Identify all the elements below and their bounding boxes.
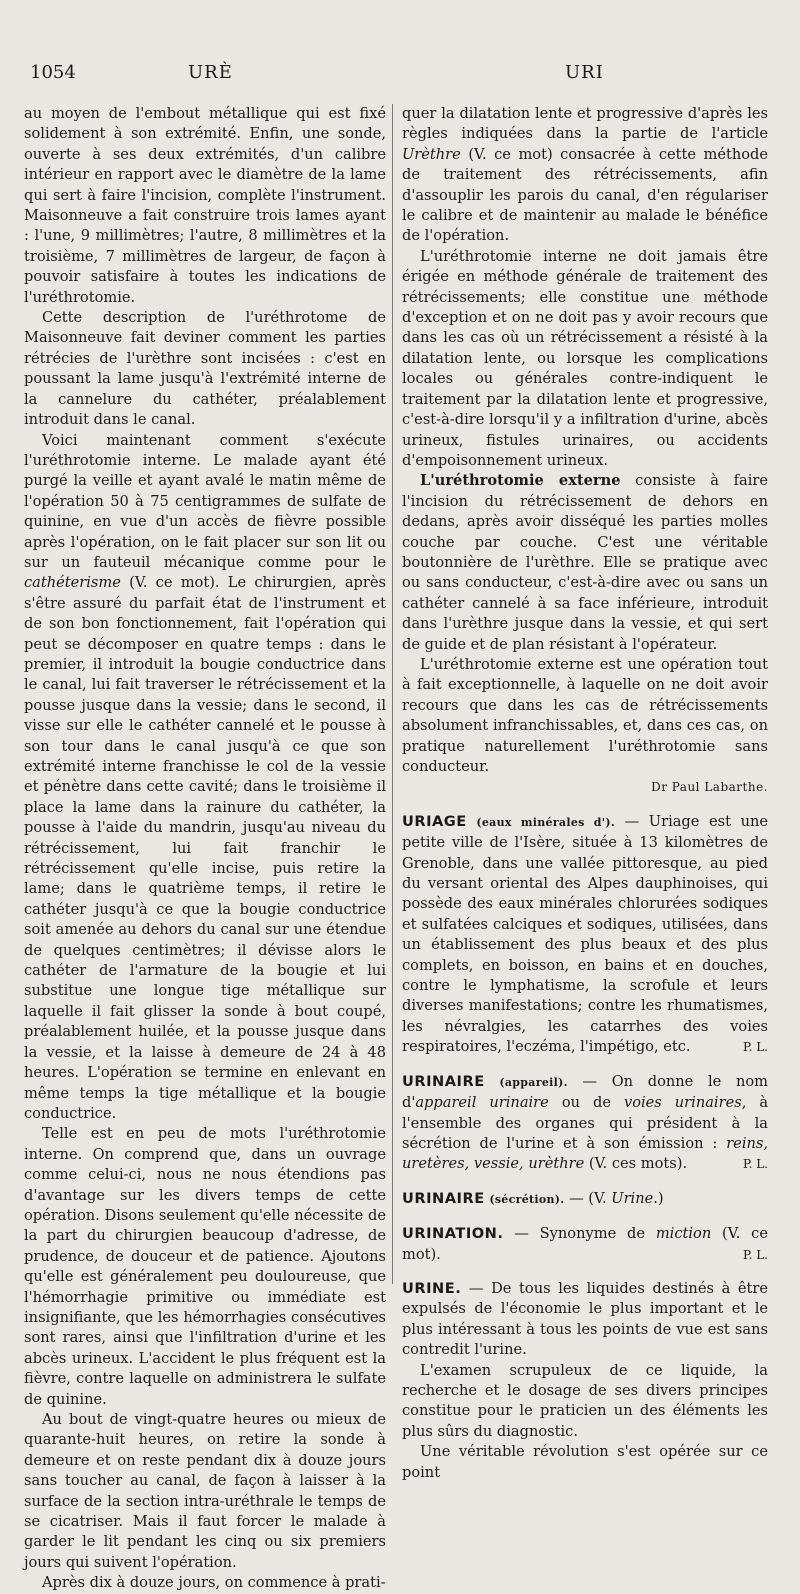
paragraph: Cette description de l'uréthrotome de Maisonneuve fait deviner comment les parties rétrécies de l'urèthre sont incisées : c'est en poussant la lame jusqu'à l'extrémité interne de la cannelure du cathéter, préalablement introduit dans le canal. bbox=[24, 309, 386, 429]
paragraph bbox=[402, 471, 768, 655]
text-run: (V. ce mot) consacrée à cette méthode de traitement des rétrécissements, afin d'assouplir les parois du canal, d'en régulariser le calibre et de maintenir au malade le bénéfice de l'opération. bbox=[402, 145, 769, 245]
running-head-left: URÈ bbox=[188, 62, 233, 83]
paragraph: L'examen scrupuleux de ce liquide, la recherche et le dosage de ses divers principes constitue pour le praticien un des éléments les plus sûrs du diagnostic. bbox=[402, 1361, 768, 1440]
entry-text: ou de bbox=[561, 1094, 611, 1112]
paragraph: au moyen de l'embout métallique qui est fixé solidement à son extrémité. Enfin, une sonde, ouverte à ses deux extrémités, d'un calibre intérieur en rapport avec le diamètre de la lame qui sert à faire l'incision, complète l'instrument. Maisonneuve a fait construire trois lames ayant : l'une, 9 millimètres; l'autre, 8 millimètres et la troisième, 7 millimètres de largeur, de façon à pouvoir satisfaire à toutes les indications de l'uréthrotomie. bbox=[24, 105, 386, 306]
entry-qualifier: (appareil). bbox=[499, 1075, 568, 1089]
left-column bbox=[24, 104, 386, 1594]
entry-text: — Uriage est une petite ville de l'Isère, située à 13 kilomètres de Grenoble, dans une vallée pittoresque, au pied du versant oriental des Alpes dauphinoises, qui possède des eaux minérales chlorurées sodiques et sulfatées calciques et sodiques, utilisées, dans un établissement des plus beaux et des plus complets, en boisson, en bains et en douches, contre le lymphatisme, la scrofule et leurs diverses manifestations; contre les rhumatismes, les névralgies, les catarrhes des voies respiratoires, l'eczéma, l'impétigo, etc. bbox=[402, 812, 769, 1056]
text-run: quer la dilatation lente et progressive d'après les règles indiquées dans la partie de l'article bbox=[402, 105, 768, 143]
text-run: consiste à faire l'incision du rétrécissement de dehors en dedans, après avoir disséqué les parties molles couche par couche. C'est une véritable boutonnière de l'urèthre. Elle se pratique avec ou sans conducteur, c'est-à-dire avec ou sans un cathéter cannelé à sa face inférieure, introduit dans l'urèthre jusque dans la vessie, et qui sert de guide et de plan résistant à l'opérateur. bbox=[402, 472, 769, 653]
entry-qualifier: (sécrétion). bbox=[489, 1192, 565, 1206]
paragraph: L'uréthrotomie interne ne doit jamais être érigée en méthode générale de traitement des rétrécissements; elle constitue une méthode d'exception et on ne doit pas y avoir recours que dans les cas où un rétrécissement a résisté à la dilatation lente, ou lorsque les complications locales ou générales contre-indiquent le traitement par la dilatation lente et progressive, c'est-à-dire lorsqu'il y a infiltration d'urine, abcès urineux, fistules urinaires, ou accidents d'empoisonnement urineux. bbox=[402, 247, 768, 469]
entry-signature: P. L. bbox=[742, 1040, 768, 1055]
entry-text: — De tous les liquides destinés à être expulsés de l'économie le plus important et le plus intéressant à tous les points de vue est sans contredit l'urine. bbox=[402, 1279, 768, 1359]
entry-text: .) bbox=[653, 1189, 664, 1207]
entry-signature: P. L. bbox=[742, 1157, 768, 1172]
paragraph bbox=[24, 431, 386, 1125]
paragraph: Au bout de vingt-quatre heures ou mieux de quarante-huit heures, on retire la sonde à demeure et on reste pendant dix à douze jours sans toucher au canal, de façon à laisser à la surface de la section intra-uréthrale le temps de se cicatriser. Mais il faut forcer le malade à garder le lit pendant les cinq ou six premiers jours qui suivent l'opération. bbox=[24, 1411, 386, 1571]
entry-signature: P. L. bbox=[742, 1247, 768, 1262]
entry-text: (V. ce mot). bbox=[402, 1225, 768, 1263]
paragraph: Une véritable révolution s'est opérée sur ce point bbox=[402, 1443, 768, 1481]
paragraph: Après dix à douze jours, on commence à prati- bbox=[42, 1574, 386, 1592]
entry-urinaire-secretion bbox=[402, 1189, 768, 1210]
italic-term: Urine bbox=[611, 1189, 654, 1207]
text-run: Voici maintenant comment s'exécute l'uréthrotomie interne. Le malade ayant été purgé la veille et ayant avalé le matin même de l'opération 50 à 75 centigrammes de sulfate de quinine, en vue d'un accès de fièvre possible après l'opération, on le fait placer sur son lit ou sur un fauteuil mécanique comme pour le bbox=[24, 431, 386, 571]
entry-urine bbox=[402, 1279, 768, 1361]
italic-term: Urèthre bbox=[402, 145, 461, 163]
paragraph bbox=[402, 104, 768, 247]
text-run: (V. ce mot). Le chirurgien, après s'être assuré du parfait état de l'instrument et de son bon fonctionnement, fait l'opération qui peut se décomposer en quatre temps : dans le premier, il introduit la bougie conductrice dans le canal, lui fait traverser le rétrécissement et la pousse jusque dans la vessie; dans le second, il visse sur elle le cathéter cannelé et le pousse à son tour dans le canal jusqu'à ce que son extrémité interne franchisse le col de la vessie et pénètre dans cette cavité; dans le troisième il place la lame dans la rainure du cathéter, la pousse à l'aide du mandrin, jusqu'au niveau du rétrécissement, lui fait franchir le rétrécissement qu'elle incise, puis retire la lame; dans le quatrième temps, il retire le cathéter jusqu'à ce que la bougie conductrice soit amenée au dehors du canal sur une étendue de quelques centimètres; il dévisse alors le cathéter de l'armature de la bougie et lui substitue une longue tige métallique sur laquelle il fait glisser la sonde à bout coupé, préalablement huilée, et la pousse jusque dans la vessie, et la laisse à demeure de 24 à 48 heures. L'opération se termine en enlevant en même temps la tige métallique et la bougie conductrice. bbox=[24, 574, 386, 1122]
page-number: 1054 bbox=[30, 62, 76, 83]
italic-term: miction bbox=[655, 1225, 712, 1243]
entry-uriage bbox=[402, 812, 768, 1058]
entry-headword: URINAIRE bbox=[402, 1072, 485, 1090]
entry-qualifier: (eaux minérales d'). bbox=[476, 815, 616, 829]
running-header bbox=[0, 62, 800, 92]
entry-headword: URINATION. bbox=[402, 1225, 504, 1243]
italic-term: voies urinaires bbox=[623, 1094, 742, 1112]
entry-text: (V. ces mots). bbox=[588, 1155, 688, 1173]
entry-urinaire-appareil bbox=[402, 1072, 768, 1175]
entry-text: — Synonyme de bbox=[514, 1225, 646, 1243]
entry-headword: URINAIRE bbox=[402, 1189, 485, 1207]
entry-text: — On donne le nom d' bbox=[402, 1072, 769, 1112]
running-head-right: URI bbox=[565, 62, 604, 83]
right-column bbox=[402, 104, 768, 1483]
paragraph: L'uréthrotomie externe est une opération tout à fait exceptionnelle, à laquelle on ne doit avoir recours que dans les cas de rétrécissements absolument infranchissables, et, dans ces cas, on pratique naturellement l'uréthrotomie sans conducteur. bbox=[402, 655, 768, 775]
entry-text: , à l'ensemble des organes qui président à la sécrétion de l'urine et à son émission : bbox=[402, 1094, 769, 1152]
column-divider bbox=[392, 104, 393, 1284]
entry-text: — (V. bbox=[569, 1189, 607, 1207]
italic-term: cathéterisme bbox=[24, 574, 121, 592]
author-signature: Dr Paul Labarthe. bbox=[651, 780, 768, 795]
entry-headword: URINE. bbox=[402, 1279, 462, 1297]
bold-term: L'uréthrotomie externe bbox=[420, 472, 621, 490]
entry-urination bbox=[402, 1224, 768, 1265]
entry-headword: URIAGE bbox=[402, 812, 467, 830]
italic-term: appareil urinaire bbox=[415, 1094, 549, 1112]
paragraph: Telle est en peu de mots l'uréthrotomie interne. On comprend que, dans un ouvrage comme celui-ci, nous ne nous étendions pas d'avantage sur les divers temps de cette opération. Disons seulement qu'elle nécessite de la part du chirurgien beaucoup d'adresse, de prudence, de douceur et de patience. Ajoutons qu'elle est généralement peu douloureuse, que l'hémorrhagie primitive ou immédiate est insignifiante, que les hémorrhagies consécutives sont rares, ainsi que l'infiltration d'urine et les abcès urineux. L'accident le plus fréquent est la fièvre, contre laquelle on administrera le sulfate de quinine. bbox=[24, 1125, 386, 1408]
italic-term: reins, uretères, vessie, urèthre bbox=[402, 1134, 769, 1173]
